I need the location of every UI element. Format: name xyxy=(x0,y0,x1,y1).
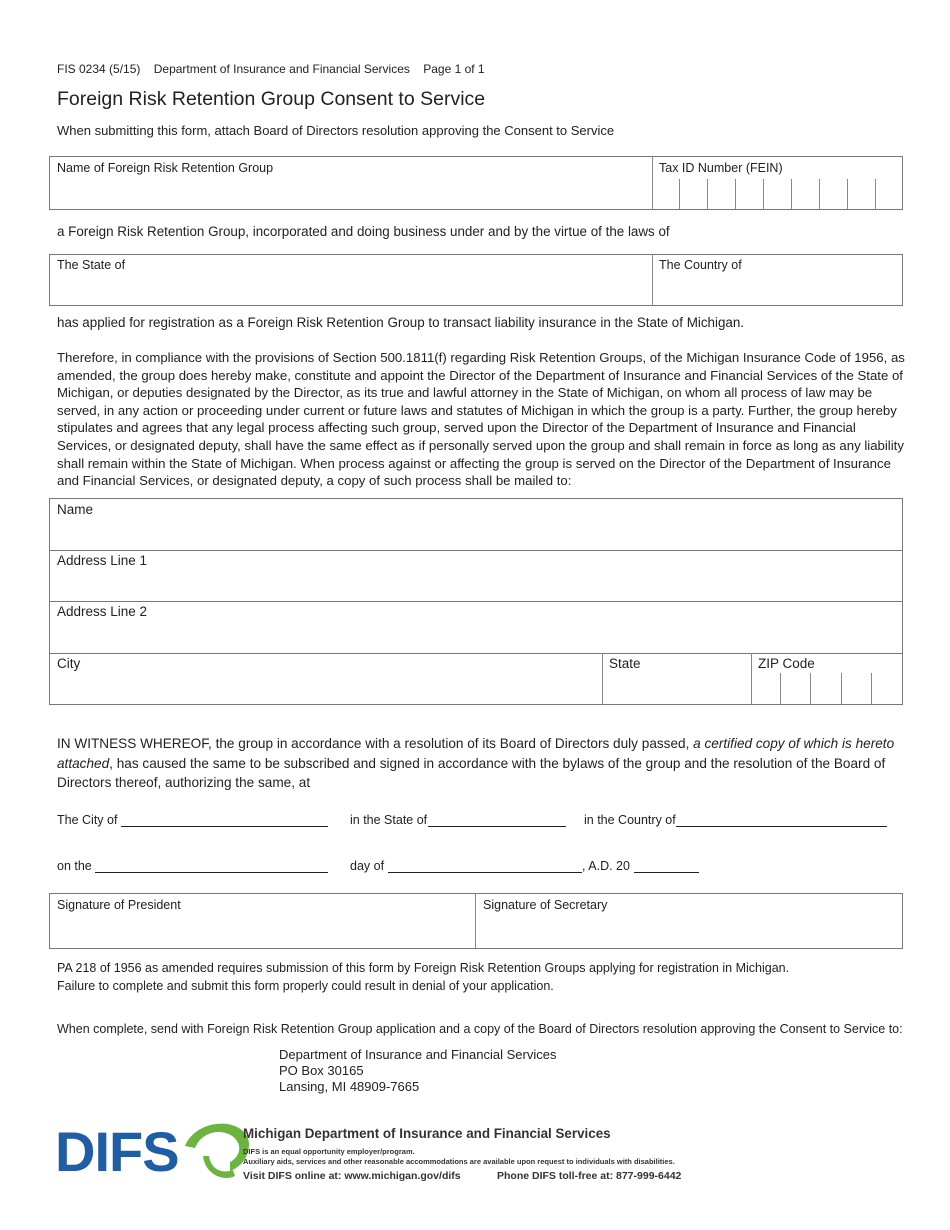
secretary-signature-input[interactable] xyxy=(482,918,898,946)
jurisdiction-divider xyxy=(652,255,653,305)
mail-to-line-3: Lansing, MI 48909-7665 xyxy=(279,1079,420,1094)
in-country-of-line[interactable] xyxy=(676,826,887,827)
address-line2-input[interactable] xyxy=(56,624,900,650)
footer-eeo: DIFS is an equal opportunity employer/program. xyxy=(243,1147,415,1156)
state-of-input[interactable] xyxy=(56,277,650,303)
difs-logo xyxy=(55,1116,235,1186)
mail-name-input[interactable] xyxy=(56,521,900,547)
note-line-1: PA 218 of 1956 as amended requires submission of this form by Foreign Risk Retention Groups applying for registration in Michigan. xyxy=(57,961,790,975)
state-of-label: The State of xyxy=(57,258,126,272)
mail-state-input[interactable] xyxy=(608,676,752,702)
address-line1-input[interactable] xyxy=(56,573,900,599)
tax-id-label: Tax ID Number (FEIN) xyxy=(659,161,783,175)
witness-paragraph xyxy=(57,734,907,793)
send-instructions: When complete, send with Foreign Risk Retention Group application and a copy of the Board of Directors resolution approving the Consent to Service to: xyxy=(57,1022,903,1036)
form-header xyxy=(57,62,495,76)
jurisdiction-box xyxy=(49,254,903,306)
note-line-2: Failure to complete and submit this form properly could result in denial of your application. xyxy=(57,979,554,993)
signature-box xyxy=(49,893,903,949)
page-number: Page 1 of 1 xyxy=(423,62,485,76)
country-of-input[interactable] xyxy=(658,277,902,303)
footer-phone: Phone DIFS toll-free at: 877-999-6442 xyxy=(497,1170,682,1182)
page-subtitle: When submitting this form, attach Board of Directors resolution approving the Consent to Service xyxy=(57,123,615,138)
president-signature-label: Signature of President xyxy=(57,898,181,912)
zip-digit-cells[interactable] xyxy=(751,673,902,704)
mailing-address-box xyxy=(49,498,903,705)
fein-digit-cells[interactable] xyxy=(652,179,903,209)
group-info-box xyxy=(49,156,903,210)
mail-name-label: Name xyxy=(57,502,94,517)
witness-text-2: , has caused the same to be subscribed and signed in accordance with the bylaws of the group and the resolution of the Board of Directors thereof, authorizing the same, at xyxy=(57,755,886,790)
country-of-label: The Country of xyxy=(659,258,742,272)
page-title: Foreign Risk Retention Group Consent to Service xyxy=(57,88,486,110)
on-the-label: on the xyxy=(57,859,92,873)
president-signature-input[interactable] xyxy=(56,918,470,946)
group-name-label: Name of Foreign Risk Retention Group xyxy=(57,161,274,175)
department-name: Department of Insurance and Financial Services xyxy=(153,62,410,76)
ad-year-line[interactable] xyxy=(634,872,699,873)
day-of-label: day of xyxy=(350,859,385,873)
on-the-line[interactable] xyxy=(95,872,328,873)
city-of-label: The City of xyxy=(57,813,118,827)
address-line2-label: Address Line 2 xyxy=(57,604,148,619)
mail-to-line-2: PO Box 30165 xyxy=(279,1063,364,1078)
form-number: FIS 0234 (5/15) xyxy=(57,62,141,76)
address-line1-label: Address Line 1 xyxy=(57,553,148,568)
mail-to-line-1: Department of Insurance and Financial Services xyxy=(279,1047,557,1062)
ad-label: , A.D. 20 xyxy=(582,859,630,873)
witness-italic: a certified copy of which is hereto attached xyxy=(57,736,895,771)
in-state-of-line[interactable] xyxy=(428,826,566,827)
city-input[interactable] xyxy=(56,676,600,702)
group-name-input[interactable] xyxy=(56,181,650,205)
in-state-of-label: in the State of xyxy=(350,813,428,827)
difs-logo-text: DIFS xyxy=(55,1120,179,1183)
city-of-line[interactable] xyxy=(121,826,328,827)
mail-state-label: State xyxy=(609,656,641,671)
footer-org-name: Michigan Department of Insurance and Financial Services xyxy=(243,1126,611,1141)
applied-text: has applied for registration as a Foreign Risk Retention Group to transact liability insurance in the State of Michigan. xyxy=(57,315,745,330)
secretary-signature-label: Signature of Secretary xyxy=(483,898,608,912)
incorporation-text: a Foreign Risk Retention Group, incorporated and doing business under and by the virtue of the laws of xyxy=(57,224,670,239)
day-of-line[interactable] xyxy=(388,872,582,873)
witness-text-1: IN WITNESS WHEREOF, the group in accordance with a resolution of its Board of Directors duly passed, xyxy=(57,736,694,751)
footer-visit-link[interactable]: Visit DIFS online at: www.michigan.gov/difs xyxy=(243,1170,461,1182)
city-label: City xyxy=(57,656,81,671)
in-country-of-label: in the Country of xyxy=(584,813,676,827)
footer-aids: Auxiliary aids, services and other reasonable accommodations are available upon request to individuals with disabilities. xyxy=(243,1157,675,1166)
therefore-paragraph: Therefore, in compliance with the provisions of Section 500.1811(f) regarding Risk Retention Groups, of the Michigan Insurance Code of 1956, as amended, the group does hereby make, constitute and appoint the Director of the Department of Insurance and Financial Services of the State of Michigan, or deputies designated by the Director, as its true and lawful attorney in the State of Michigan, on whom all process of law may be served, in any action or proceeding under current or future laws and statutes of Michigan in which the group is a party. Further, the group hereby stipulates and agrees that any legal process affecting such group, served upon the Director of the Department of Insurance and Financial Services, or designated deputy, shall have the same effect as if personally served upon the group and shall remain in force as long as any liability shall remain within the State of Michigan. When process against or affecting the group is served on the Director of the Department of Insurance and Financial Services, or designated deputy, a copy of such process shall be mailed to: xyxy=(57,350,905,489)
zip-code-label: ZIP Code xyxy=(758,656,815,671)
